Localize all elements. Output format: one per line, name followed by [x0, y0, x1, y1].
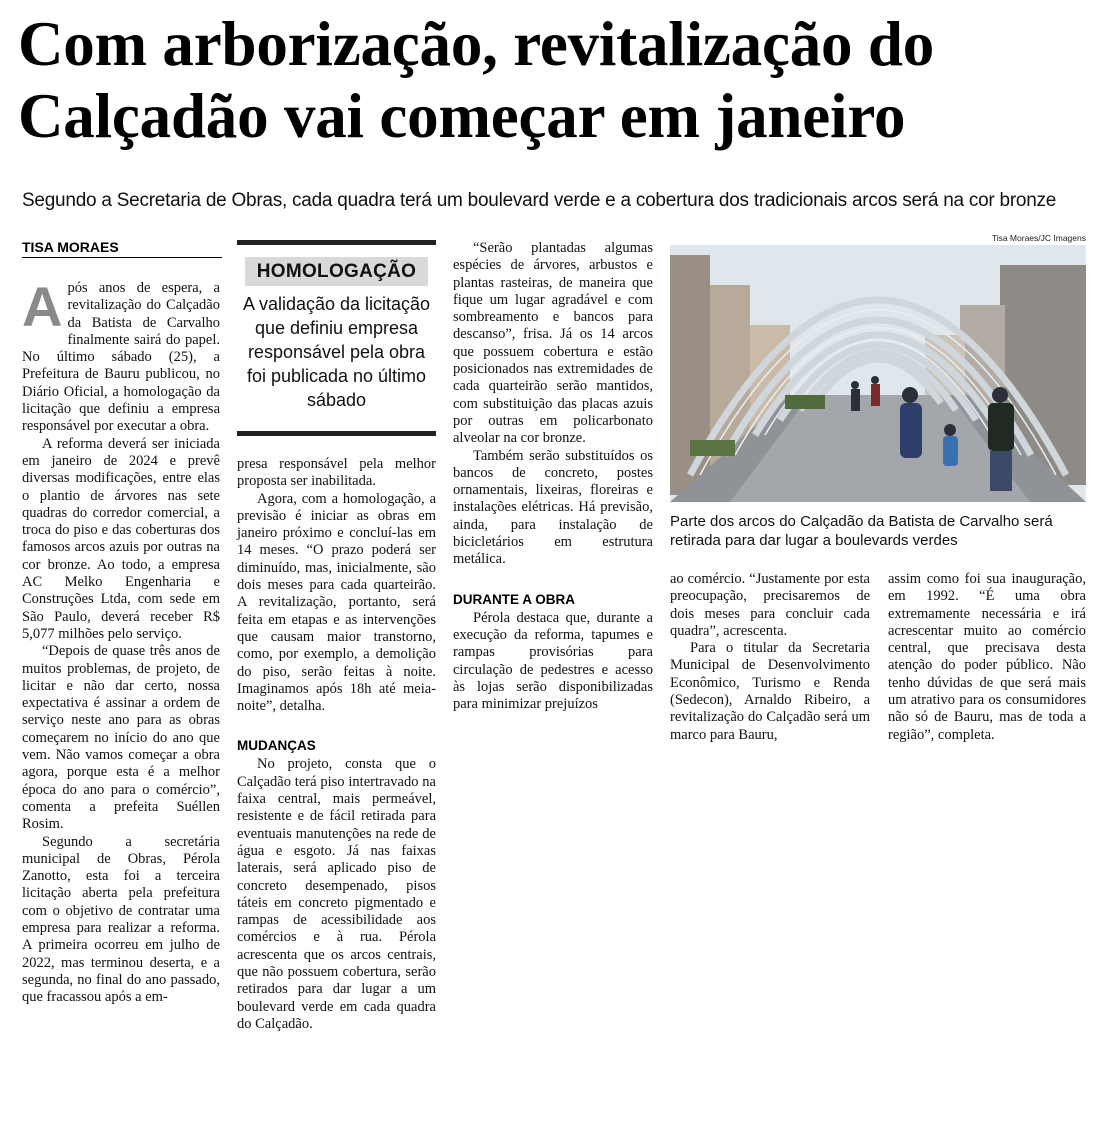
headline: Com arborização, revitalização do Calçadão vai começar em janeiro	[18, 9, 935, 151]
paragraph: No projeto, consta que o Calçadão terá piso intertravado na faixa central, mais permeável, resistente e de fácil retirada para eventuais manutenções na rede de água e esgoto. Já nas faixas laterais, será aplicado piso de concreto desempenado, pisos táteis em concreto pigmentado e rampas de acessibilidade aos comércios e à rua. Pérola acrescenta que os arcos centrais, que não possuem cobertura, serão retirados para dar lugar a um boulevard verde em cada quadra do Calçadão.	[237, 756, 436, 1032]
paragraph: Agora, com a homologação, a previsão é iniciar as obras em janeiro próximo e concluí-las em 14 meses. “O prazo poderá ser diminuído, mas, inicialmente, são dois meses para cada quarteirão. A revitalização, portanto, será feita em etapas e as intervenções que causam maior transtorno, como, por exemplo, a demolição do piso, serão feitas à noite. Imaginamos após 18h até meia-noite”, detalha.	[237, 490, 436, 715]
article-photo	[670, 245, 1086, 502]
article-column-4	[670, 571, 870, 744]
article-column-3	[453, 240, 653, 713]
article-column-5	[888, 571, 1086, 744]
paragraph: Para o titular da Secretaria Municipal de Desenvolvimento Econômico, Turismo e Renda (Sedecon), Arnaldo Ribeiro, a revitalização do Calçadão será um marco para Bauru,	[670, 640, 870, 743]
photo-caption: Parte dos arcos do Calçadão da Batista de Carvalho será retirada para dar lugar a boulevards verdes	[670, 513, 1053, 549]
subheading-durante-a-obra: DURANTE A OBRA	[453, 591, 575, 607]
paragraph: presa responsável pela melhor proposta ser inabilitada.	[237, 456, 436, 490]
pull-quote-box	[237, 240, 436, 436]
article-column-1	[22, 275, 220, 1006]
paragraph	[22, 275, 220, 436]
photo-credit: Tisa Moraes/JC Imagens	[991, 233, 1086, 243]
paragraph: “Depois de quase três anos de muitos problemas, de projeto, de licitar e não dar certo, nossa expectativa é assinar a ordem de serviço neste ano para as obras começarem no início do ano que vem. Não vamos começar a obra agora, porque esta é a melhor época do ano para o comércio”, comenta a prefeita Suéllen Rosim.	[22, 643, 220, 833]
paragraph: Também serão substituídos os bancos de concreto, postes ornamentais, lixeiras, floreiras e instalações elétricas. Há previsão, ainda, para instalação de bicicletários em estrutura metálica.	[453, 447, 653, 568]
paragraph: A reforma deverá ser iniciada em janeiro de 2024 e prevê diversas modificações, entre elas o plantio de árvores nas sete quadras do corredor comercial, a troca do piso e das coberturas dos famosos arcos azuis por outras na cor bronze. Ao todo, a empresa AC Melko Engenharia e Construções Ltda, com sede em São Paulo, deverá receber R$ 5,077 milhões pelo serviço.	[22, 435, 220, 642]
subheadline: Segundo a Secretaria de Obras, cada quadra terá um boulevard verde e a cobertura dos tradicionais arcos será na cor bronze	[22, 190, 1057, 211]
article-column-2	[237, 456, 436, 1033]
paragraph: Pérola destaca que, durante a execução da reforma, tapumes e rampas provisórias para circulação de pedestres e acesso às lojas serão disponibilizadas para minimizar prejuízos	[453, 609, 653, 713]
subheading-mudancas: MUDANÇAS	[237, 738, 316, 754]
paragraph: “Serão plantadas algumas espécies de árvores, arbustos e plantas rasteiras, de maneira que fique um lugar agradável e com sombreamento e bancos para descanso”, frisa. Já os 14 arcos que possuem cobertura e estão posicionados nas extremidades de cada quarteirão serão mantidos, com substituição das placas azuis por outras em policarbonato alveolar na cor bronze.	[453, 240, 653, 447]
paragraph: ao comércio. “Justamente por esta preocupação, precisaremos de dois meses para concluir cada quadra”, acrescenta.	[670, 571, 870, 639]
street-arches-illustration	[670, 245, 1086, 502]
pull-quote-title: HOMOLOGAÇÃO	[245, 257, 428, 286]
pull-quote-text: A validação da licitação que definiu empresa responsável pela obra foi publicada no último sábado	[242, 294, 431, 410]
paragraph: assim como foi sua inauguração, em 1992. “É uma obra extremamente necessária e irá acrescentar muito ao comércio central, que precisava desta atenção do poder público. Não tenho dúvidas de que será mais um atrativo para os consumidores não só de Bauru, mas de toda a região”, completa.	[888, 571, 1086, 743]
drop-cap: A	[22, 275, 63, 338]
paragraph-text: pós anos de espera, a revitalização do Calçadão da Batista de Carvalho finalmente sairá do papel. No último sábado (25), a Prefeitura de Bauru publicou, no Diário Oficial, a homologação da licitação que definiu a empresa responsável por executar a obra.	[22, 280, 220, 435]
byline: TISA MORAES	[22, 238, 222, 258]
paragraph: Segundo a secretária municipal de Obras, Pérola Zanotto, esta foi a terceira licitação aberta pela prefeitura com o objetivo de contratar uma empresa para realizar a reforma. A primeira ocorreu em julho de 2022, mas terminou deserta, e a segunda, no final do ano passado, que fracassou após a em-	[22, 833, 220, 1006]
